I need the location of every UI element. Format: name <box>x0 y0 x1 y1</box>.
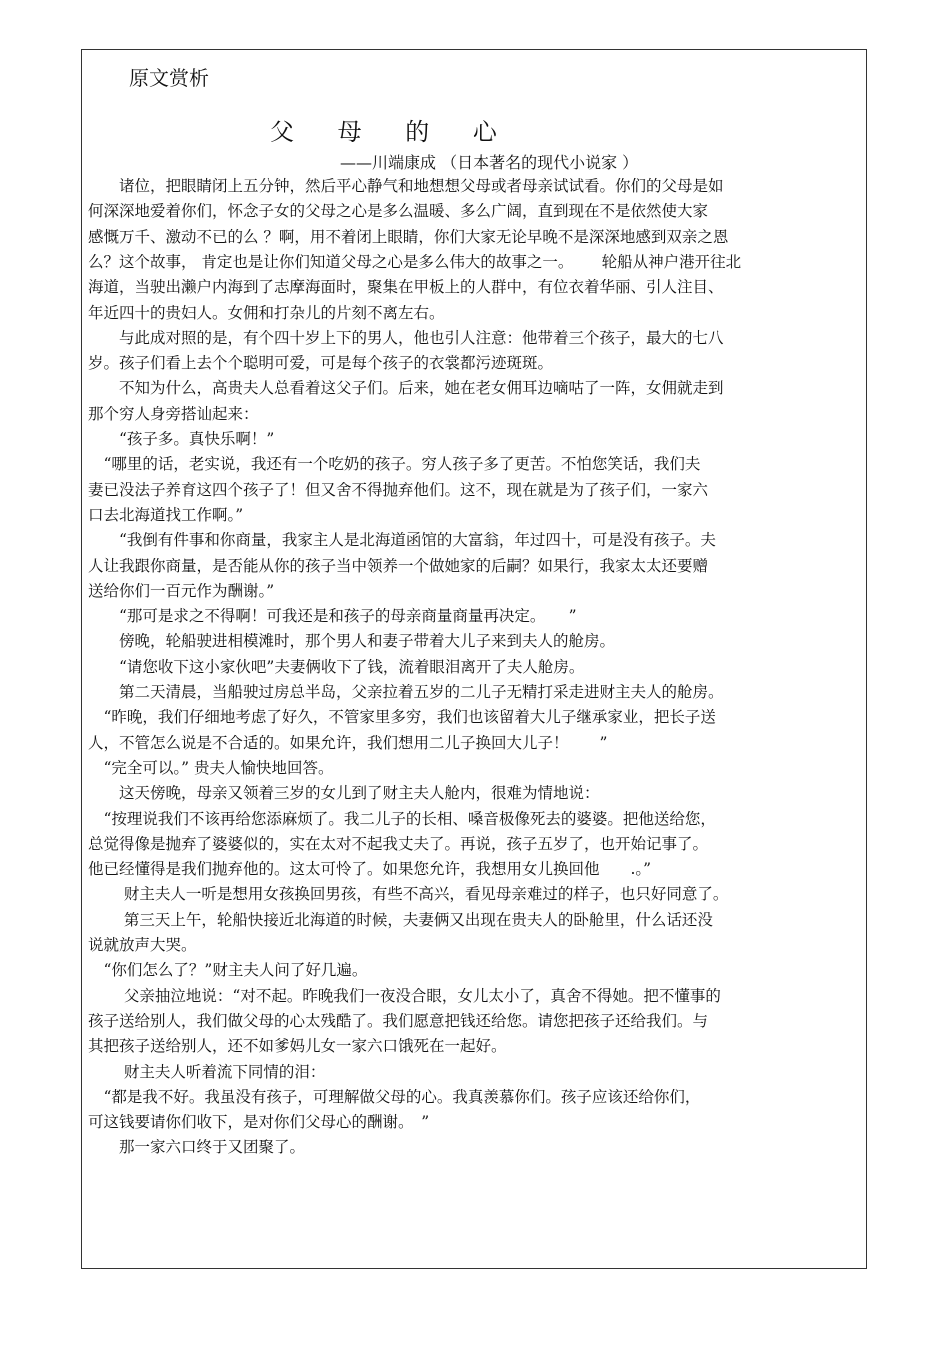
author-byline: ——川端康成 （日本著名的现代小说家 ） <box>340 153 639 172</box>
text-line: 第三天上午，轮船快接近北海道的时候，夫妻俩又出现在贵夫人的卧舱里，什么话还没 <box>88 910 713 929</box>
text-line: 送给你们一百元作为酬谢。” <box>88 581 275 600</box>
text-line: 人让我跟你商量，是否能从你的孩子当中领养一个做她家的后嗣？如果行，我家太太还要赠 <box>88 556 709 575</box>
text-line: 不知为什么，高贵夫人总看着这父子们。后来，她在老女佣耳边嘀咕了一阵，女佣就走到 <box>88 379 724 398</box>
text-line: 人，不管怎么说是不合适的。如果允许，我们想用二儿子换回大儿子！ ” <box>88 733 608 752</box>
text-line: 何深深地爱着你们，怀念子女的父母之心是多么温暖、多么广阔，直到现在不是依然使大家 <box>88 202 709 221</box>
text-line: 孩子送给别人，我们做父母的心太残酷了。我们愿意把钱还给您。请您把孩子还给我们。与 <box>88 1011 709 1030</box>
text-line: “昨晚，我们仔细地考虑了好久，不管家里多穷，我们也该留着大儿子继承家业，把长子送 <box>88 708 716 727</box>
text-line: 父亲抽泣地说：“对不起。昨晚我们一夜没合眼，女儿太小了，真舍不得她。把不懂事的 <box>88 986 721 1005</box>
text-line: 么？这个故事， 肯定也是让你们知道父母之心是多么伟大的故事之一。 轮船从神户港开往北 <box>88 252 742 271</box>
text-line: 海道，当驶出濑户内海到了志摩海面时，聚集在甲板上的人群中，有位衣着华丽、引人注目、 <box>88 278 724 297</box>
text-line: 与此成对照的是，有个四十岁上下的男人，他也引人注意：他带着三个孩子，最大的七八 <box>88 328 724 347</box>
text-line: 总觉得像是抛弃了婆婆似的，实在太对不起我丈夫了。再说，孩子五岁了，也开始记事了。 <box>88 834 709 853</box>
text-line: 可这钱要请你们收下，是对你们父母心的酬谢。 ” <box>88 1113 430 1132</box>
text-line: 财主夫人一听是想用女孩换回男孩，有些不高兴，看见母亲难过的样子，也只好同意了。 <box>88 885 729 904</box>
text-line: 第二天清晨，当船驶过房总半岛，父亲拉着五岁的二儿子无精打采走进财主夫人的舱房。 <box>88 683 724 701</box>
text-line: 那一家六口终于又团聚了。 <box>88 1138 306 1157</box>
text-line: “孩子多。真快乐啊！” <box>88 430 275 448</box>
text-line: “哪里的话，老实说，我还有一个吃奶的孩子。穷人孩子多了更苦。不怕您笑话，我们夫 <box>88 455 701 474</box>
text-line: 傍晚，轮船驶进相模滩时，那个男人和妻子带着大儿子来到夫人的舱房。 <box>88 632 616 651</box>
text-line: “按理说我们不该再给您添麻烦了。我二儿子的长相、嗓音极像死去的婆婆。把他送给您， <box>88 809 716 828</box>
story-title: 父 母 的 心 <box>270 118 515 146</box>
text-line: 说就放声大哭。 <box>88 936 197 954</box>
text-line: “请您收下这小家伙吧”夫妻俩收下了钱，流着眼泪离开了夫人舱房。 <box>88 657 585 676</box>
text-line: 感慨万千、激动不已的么 ？啊，用不着闭上眼睛，你们大家无论早晚不是深深地感到双亲之恩 <box>88 227 729 246</box>
text-line: 其把孩子送给别人，还不如爹妈儿女一家六口饿死在一起好。 <box>88 1037 507 1056</box>
text-line: 年近四十的贵妇人。女佣和打杂儿的片刻不离左右。 <box>88 303 445 322</box>
text-line: “都是我不好。我虽没有孩子，可理解做父母的心。我真羡慕你们。孩子应该还给你们， <box>88 1087 701 1106</box>
text-line: “完全可以。” 贵夫人愉快地回答。 <box>88 758 334 777</box>
text-line: 他已经懂得是我们抛弃他的。这太可怜了。如果您允许，我想用女儿换回他 .。” <box>88 860 652 879</box>
text-line: 妻已没法子养育这四个孩子了！但又舍不得抛弃他们。这不，现在就是为了孩子们，一家六 <box>88 480 709 499</box>
section-label: 原文赏析 <box>129 66 209 90</box>
text-line: “你们怎么了？”财主夫人问了好几遍。 <box>88 961 368 980</box>
text-line: 口去北海道找工作啊。” <box>88 505 244 524</box>
text-line: 那个穷人身旁搭讪起来： <box>88 404 259 423</box>
text-line: “那可是求之不得啊！可我还是和孩子的母亲商量商量再决定。 ” <box>88 607 577 626</box>
text-line: 岁。孩子们看上去个个聪明可爱，可是每个孩子的衣裳都污迹斑斑。 <box>88 354 554 373</box>
text-line: 诸位，把眼睛闭上五分钟，然后平心静气和地想想父母或者母亲试试看。你们的父母是如 <box>88 177 724 195</box>
text-line: 这天傍晚，母亲又领着三岁的女儿到了财主夫人舱内，很难为情地说： <box>88 784 600 803</box>
text-line: 财主夫人听着流下同情的泪： <box>88 1062 326 1081</box>
text-line: “我倒有件事和你商量，我家主人是北海道函馆的大富翁，年过四十，可是没有孩子。夫 <box>88 531 716 550</box>
